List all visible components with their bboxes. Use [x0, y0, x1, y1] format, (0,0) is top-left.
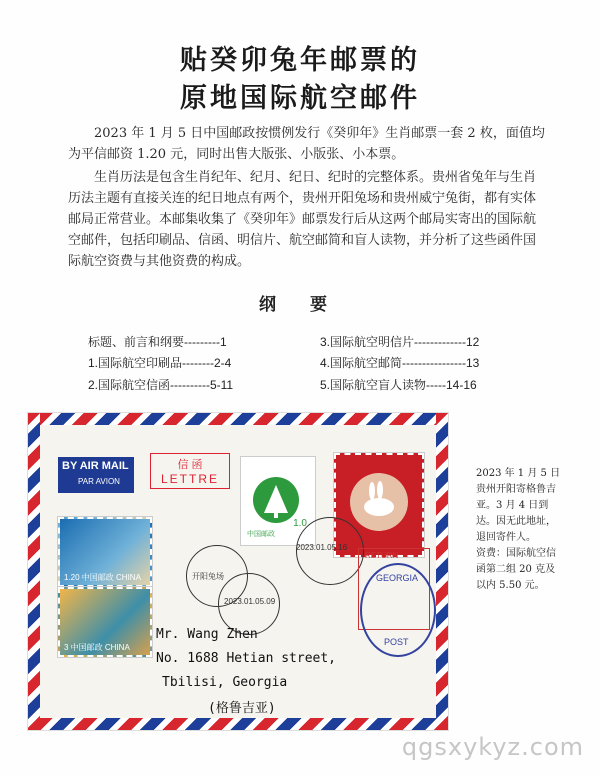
airmail-border — [28, 413, 448, 425]
post-label: POST — [384, 637, 409, 647]
page-title-line1: 贴癸卯兔年邮票的 — [180, 45, 420, 76]
letter-label — [150, 453, 230, 489]
intro-paragraph-1: 2023 年 1 月 5 日中国邮政按惯例发行《癸卯年》生肖邮票一套 2 枚，面值均为平信邮资 1.20 元，同时出售大版张、小版张、小本票。 — [68, 126, 545, 162]
airmail-label-sub: PAR AVION — [78, 477, 120, 486]
envelope-caption: 2023 年 1 月 5 日贵州开阳寄格鲁吉亚。3 月 4 日到达。因无此地址，退回寄件人。 资费：国际航空信函第二组 20 克及以内 5.50 元。 — [476, 468, 561, 591]
airmail-label-text: BY AIR MAIL — [62, 460, 129, 472]
postmark-date: 2023.01.05.16 — [296, 543, 348, 552]
toc-item: 标题、前言和纲要---------1 — [88, 335, 227, 349]
page-title-line2: 原地国际航空邮件 — [180, 83, 420, 114]
toc-item: 2.国际航空信函----------5-11 — [88, 378, 234, 392]
outline-heading: 纲 要 — [259, 295, 341, 315]
envelope-image — [28, 413, 448, 730]
watermark: qgsxykyz.com — [401, 733, 584, 761]
stamp-value: 1.20 中国邮政 CHINA — [64, 573, 141, 582]
airmail-border — [28, 718, 448, 730]
country-stamp-text: GEORGIA — [376, 573, 419, 583]
address-line: No. 1688 Hetian street, — [156, 651, 337, 666]
airmail-border — [436, 413, 448, 730]
toc-item: 3.国际航空明信片-------------12 — [320, 335, 480, 349]
sea-stamp — [58, 517, 152, 587]
letter-label-cn: 信 函 — [177, 459, 203, 471]
return-label-text: RETURN — [365, 551, 399, 560]
toc-item: 5.国际航空盲人读物-----14-16 — [320, 378, 477, 392]
address-line: Tbilisi, Georgia — [162, 675, 288, 690]
airmail-label — [58, 457, 134, 493]
tree-icon — [261, 483, 291, 519]
stamp-value: 1.0 — [293, 518, 307, 529]
address-line: (格鲁吉亚) — [208, 701, 276, 716]
stamp-value: 3 中国邮政 CHINA — [64, 643, 130, 652]
airmail-border — [28, 413, 40, 730]
letter-label-en: LETTRE — [160, 472, 219, 486]
stamp-country: 中国邮政 — [247, 531, 275, 538]
address-line: Mr. Wang Zhen — [156, 627, 258, 642]
postmark-date: 2023.01.05.09 — [224, 597, 276, 606]
rabbit-icon — [356, 481, 402, 523]
postmark-place: 开阳兔场 — [192, 572, 224, 581]
toc-item: 1.国际航空印刷品--------2-4 — [88, 356, 232, 370]
georgia-postmark — [360, 563, 436, 657]
intro-paragraph-2: 生肖历法是包含生肖纪年、纪月、纪日、纪时的完整体系。贵州省兔年与生肖历法主题有直接关连的纪日地点有两个，贵州开阳兔场和贵州威宁兔街，都有实体邮局正常营业。本邮集收集了《癸卯年》邮票发行后从这两个邮局实寄出的国际航空邮件，包括印刷品、信函、明信片、航空邮简和盲人读物，并分析了这些函件国际航空资费与其他资费的构成。 — [68, 170, 537, 269]
landscape-stamp — [58, 587, 152, 657]
toc-item: 4.国际航空邮简----------------13 — [320, 356, 480, 370]
